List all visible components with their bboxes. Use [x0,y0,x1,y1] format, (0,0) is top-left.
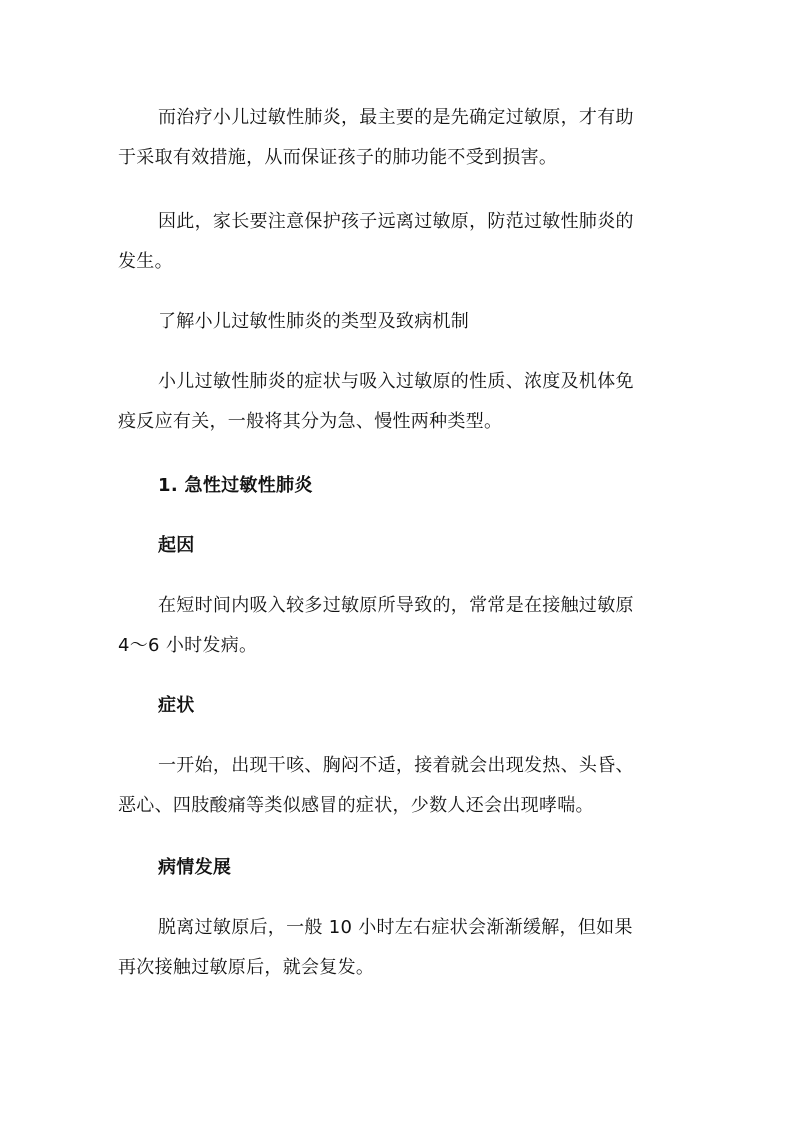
paragraph-line: 因此，家长要注意保护孩子远离过敏原，防范过敏性肺炎的 [158,211,634,232]
subsection-heading-symptoms [118,686,678,726]
section-heading-text: 1. 急性过敏性肺炎 [158,475,313,496]
paragraph-line: 于采取有效措施，从而保证孩子的肺功能不受到损害。 [118,147,558,168]
paragraph-treatment [118,98,678,178]
section-heading-acute [118,466,678,506]
paragraph-line: 恶心、四肢酸痛等类似感冒的症状，少数人还会出现哮喘。 [118,795,594,816]
paragraph-intro-heading [118,302,678,342]
subsection-heading-progression [118,848,678,888]
paragraph-line: 4～6 小时发病。 [118,635,258,656]
paragraph-line: 而治疗小儿过敏性肺炎，最主要的是先确定过敏原，才有助 [158,107,634,128]
paragraph-line: 在短时间内吸入较多过敏原所导致的，常常是在接触过敏原 [158,595,634,616]
paragraph-prevention [118,202,678,282]
subsection-heading-cause [118,526,678,566]
paragraph-symptoms [118,746,678,826]
paragraph-line: 脱离过敏原后，一般 10 小时左右症状会渐渐缓解，但如果 [158,917,633,938]
paragraph-progression [118,908,678,988]
paragraph-line: 一开始，出现干咳、胸闷不适，接着就会出现发热、头昏、 [158,755,634,776]
subsection-heading-text: 症状 [158,695,195,716]
paragraph-line: 发生。 [118,251,173,272]
subsection-heading-text: 病情发展 [158,857,232,878]
paragraph-types [118,362,678,442]
paragraph-line: 了解小儿过敏性肺炎的类型及致病机制 [158,311,470,332]
paragraph-line: 疫反应有关，一般将其分为急、慢性两种类型。 [118,411,503,432]
paragraph-line: 小儿过敏性肺炎的症状与吸入过敏原的性质、浓度及机体免 [158,371,634,392]
paragraph-cause [118,586,678,666]
subsection-heading-text: 起因 [158,535,195,556]
paragraph-line: 再次接触过敏原后，就会复发。 [118,957,375,978]
